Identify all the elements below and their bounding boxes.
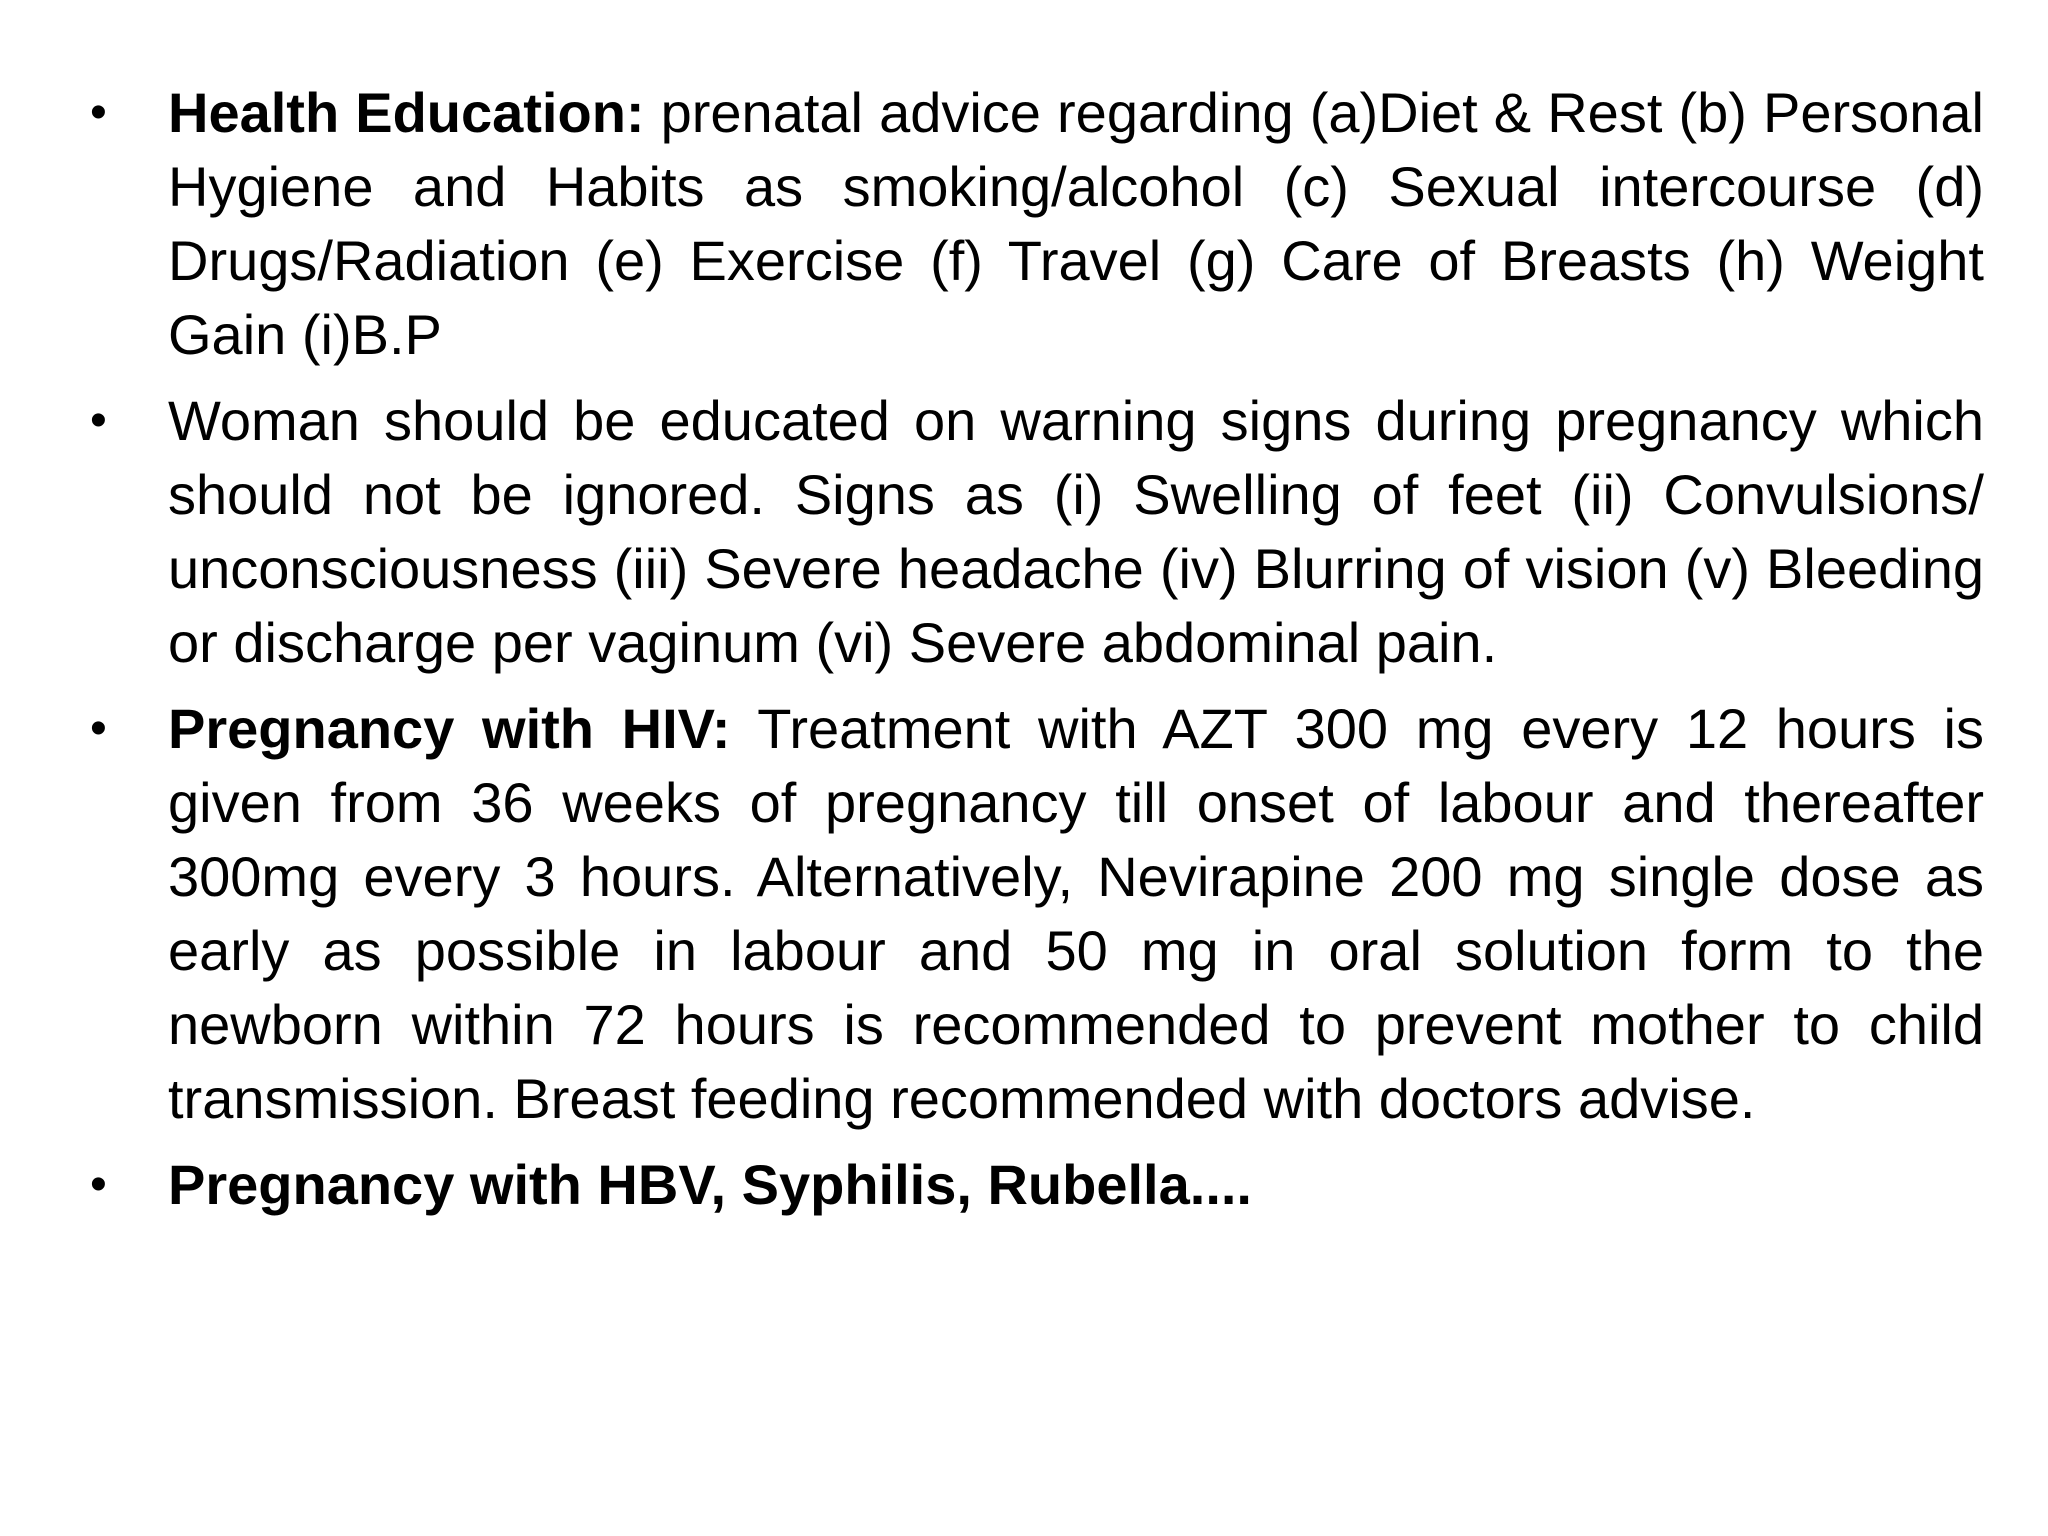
bullet-icon: • [90,702,107,755]
bullet-item-pregnancy-hiv [84,692,1984,1136]
bullet-item-warning-signs [84,384,1984,680]
bullet-text: Treatment with AZT 300 mg every 12 hours is given from 36 weeks of pregnancy till onset of labour and thereafter 300mg every 3 hours. Alternatively, Nevirapine 200 mg single dose as early as possible in labour and 50 mg in oral solution form to the newborn within 72 hours is recommended to prevent mother to child transmission. Breast feeding recommended with doctors advise. [168,697,1984,1130]
bullet-item-health-education [84,76,1984,372]
bullet-icon: • [90,86,107,139]
bullet-heading: Pregnancy with HBV, Syphilis, Rubella.... [168,1153,1252,1216]
bullet-text: Woman should be educated on warning signs during pregnancy which should not be ignored. Signs as (i) Swelling of feet (ii) Convulsions/ unconsciousness (iii) Severe headache (iv) Blurring of vision (v) Bleeding or discharge per vaginum (vi) Severe abdominal pain. [168,389,1984,674]
bullet-text: prenatal advice regarding (a)Diet & Rest (b) Personal Hygiene and Habits as smoking/alcohol (c) Sexual intercourse (d) Drugs/Radiation (e) Exercise (f) Travel (g) Care of Breasts (h) Weight Gain (i)B.P [168,81,1984,366]
bullet-icon: • [90,1158,107,1211]
bullet-heading: Health Education: [168,81,645,144]
bullet-item-pregnancy-hbv [84,1148,1984,1222]
bullet-heading: Pregnancy with HIV: [168,697,731,760]
bullet-icon: • [90,394,107,447]
bullet-list [84,76,1984,1234]
